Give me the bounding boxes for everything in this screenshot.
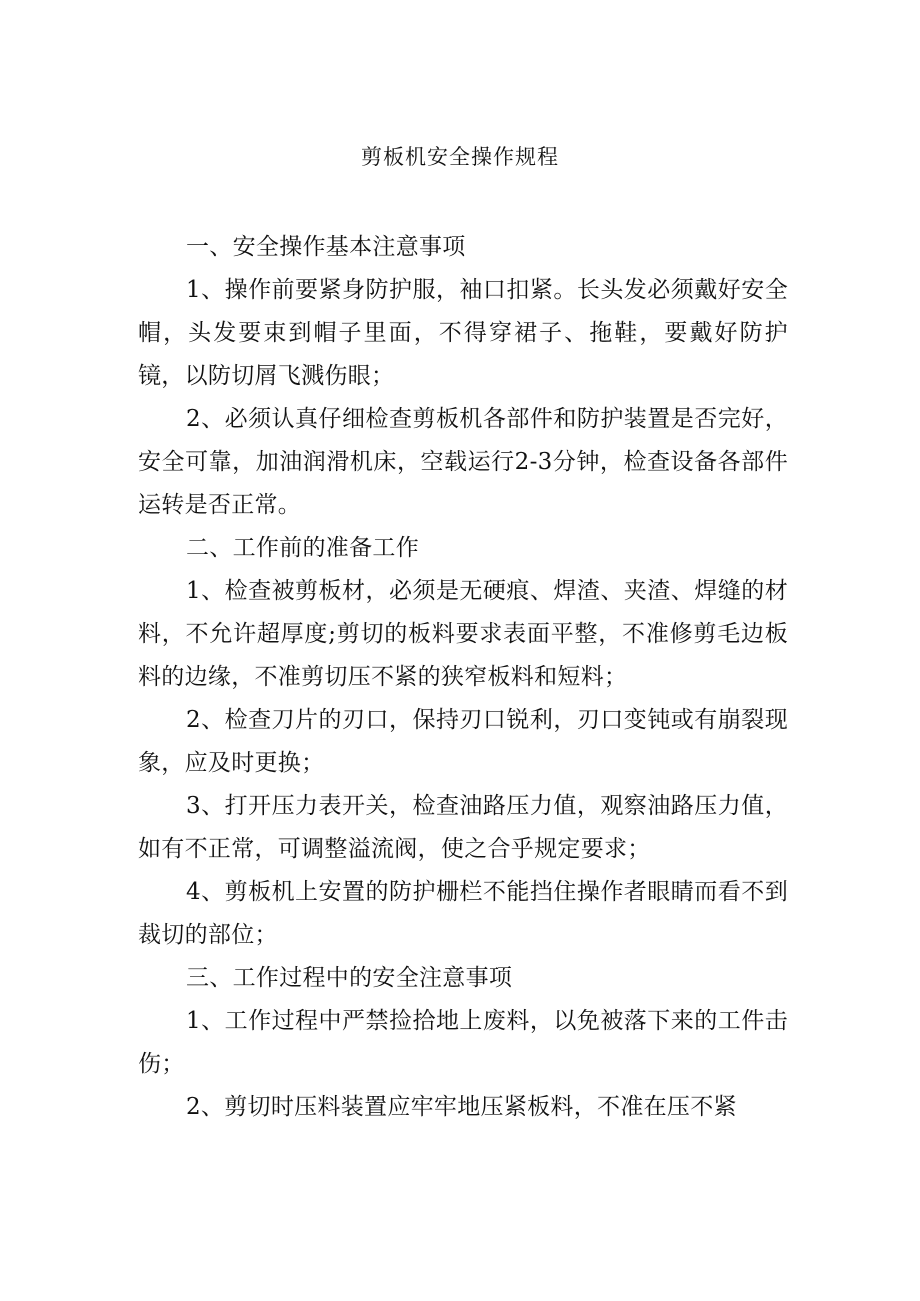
paragraph: 4、剪板机上安置的防护栅栏不能挡住操作者眼睛而看不到裁切的部位； — [138, 879, 788, 948]
paragraph: 1、操作前要紧身防护服，袖口扣紧。长头发必须戴好安全帽，头发要束到帽子里面，不得穿裙子、拖鞋，要戴好防护镜，以防切屑飞溅伤眼； — [138, 277, 788, 389]
paragraph: 2、必须认真仔细检查剪板机各部件和防护装置是否完好，安全可靠，加油润滑机床，空载运行2-3分钟，检查设备各部件运转是否正常。 — [138, 406, 788, 518]
section-heading-1: 一、安全操作基本注意事项 — [186, 234, 466, 260]
section-heading-2: 二、工作前的准备工作 — [186, 535, 419, 561]
document-title: 剪板机安全操作规程 — [361, 145, 559, 169]
paragraph: 1、检查被剪板材，必须是无硬痕、焊渣、夹渣、焊缝的材料，不允许超厚度;剪切的板料要求表面平整，不准修剪毛边板料的边缘，不准剪切压不紧的狭窄板料和短料； — [138, 578, 788, 690]
paragraph: 3、打开压力表开关，检查油路压力值，观察油路压力值，如有不正常，可调整溢流阀，使之合乎规定要求； — [138, 793, 788, 862]
paragraph: 2、剪切时压料装置应牢牢地压紧板料，不准在压不紧 — [186, 1094, 737, 1120]
document-body — [138, 226, 788, 1129]
paragraph: 2、检查刀片的刃口，保持刃口锐利，刃口变钝或有崩裂现象，应及时更换； — [138, 707, 788, 776]
section-heading-3: 三、工作过程中的安全注意事项 — [186, 965, 513, 991]
paragraph: 1、工作过程中严禁捡拾地上废料，以免被落下来的工件击伤； — [138, 1008, 788, 1077]
